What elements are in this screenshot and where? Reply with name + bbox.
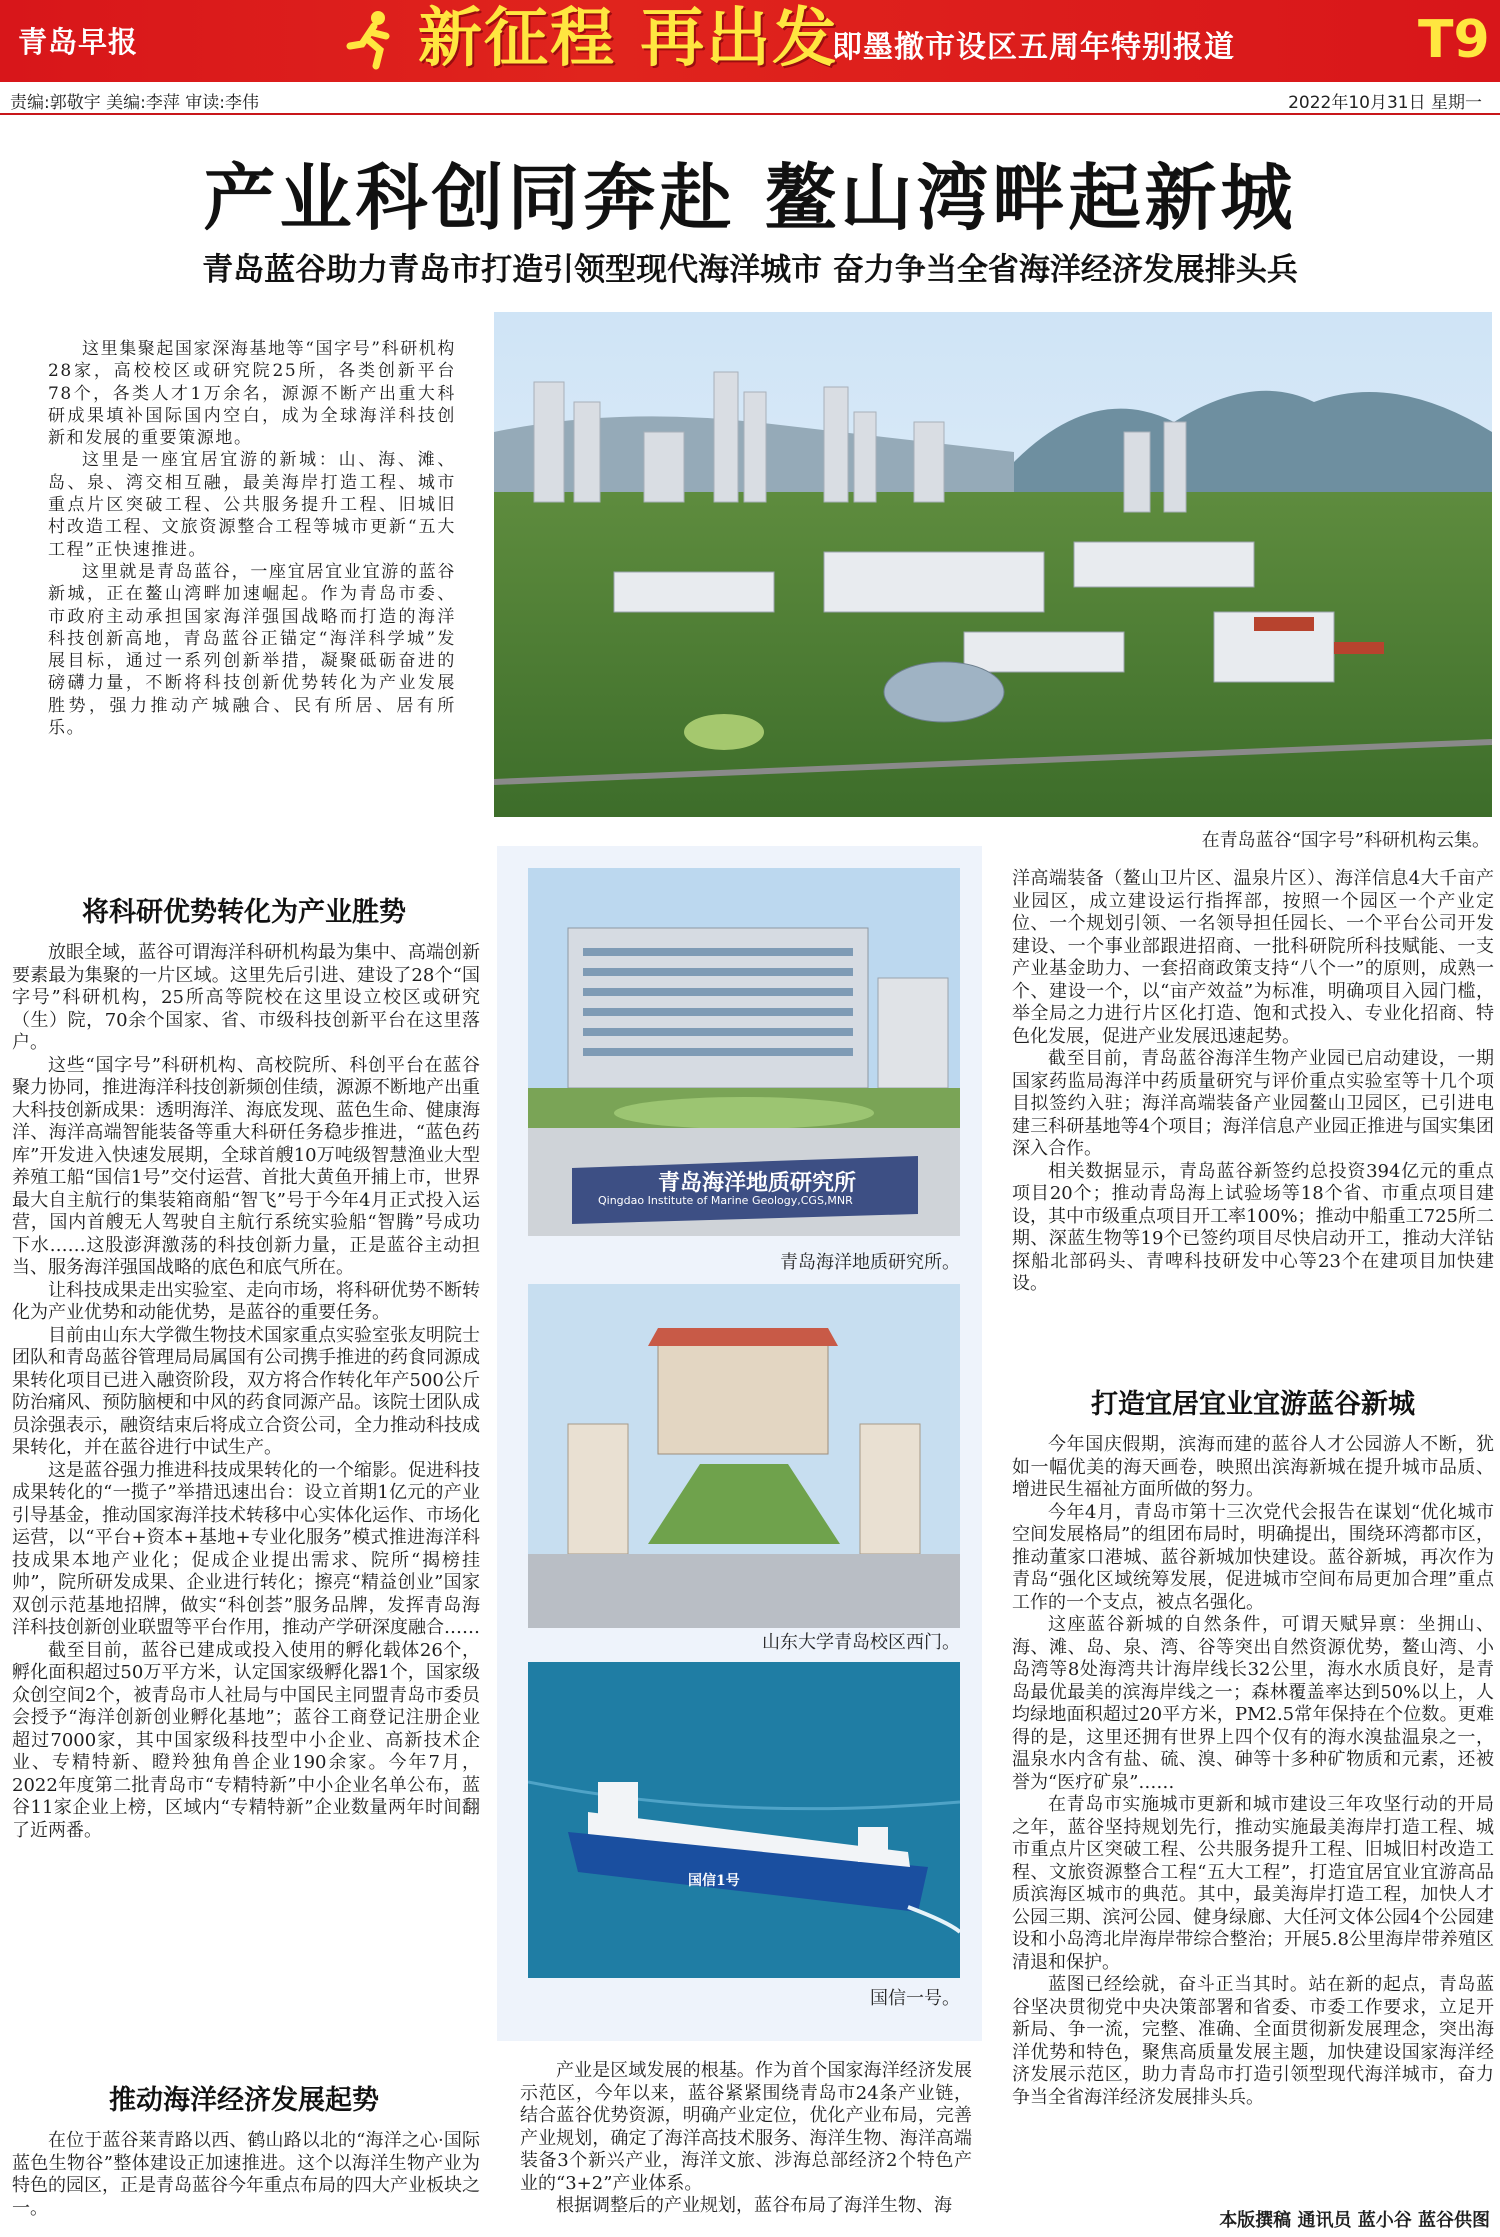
article-paragraph: 放眼全域，蓝谷可谓海洋科研机构最为集中、高端创新要素最为集聚的一片区域。这里先后引进、建设了28个“国字号”科研机构，25所高等院校在这里设立校区或研究（生）院，70余个国家、省、市级科技创新平台在这里落户。 [12,942,480,1053]
intro-paragraph: 这里集聚起国家深海基地等“国字号”科研机构28家，高校校区或研究院25所，各类创新平台78个，各类人才1万余名，源源不断产出重大科研成果填补国际国内空白，成为全球海洋科技创新和发展的重要策源地。 [48,339,456,449]
geology-sign-english: Qingdao Institute of Marine Geology,CGS,MNR [598,1194,853,1207]
page-headline: 产业科创同奔赴 鳌山湾畔起新城 [203,155,1297,240]
article-paragraph: 截至目前，蓝谷已建成或投入使用的孵化载体26个，孵化面积超过50万平方米，认定国家级孵化器1个，国家级众创空间2个，被青岛市人社局与中国民主同盟青岛市委员会授予“海洋创新创业孵化基地”；蓝谷工商登记注册企业超过7000家，其中国家级科技型中小企业、高新技术企业、专精特新、瞪羚独角兽企业190余家。今年7月，2022年度第二批青岛市“专精特新”中小企业名单公布，蓝谷11家企业上榜，区域内“专精特新”企业数量两年时间翻了近两番。 [12,1639,480,1841]
article-paragraph: 今年国庆假期，滨海而建的蓝谷人才公园游人不断，犹如一幅优美的海天画卷，映照出滨海新城在提升城市品质、增进民生福祉方面所做的努力。 [1012,1434,1494,1500]
article-paragraph: 今年4月，青岛市第十三次党代会报告在谋划“优化城市空间发展格局”的组团布局时，明确提出，围绕环湾都市区，推动董家口港城、蓝谷新城加快建设。蓝谷新城，再次作为青岛“强化区域统筹发展，促进城市空间布局更加合理”重点工作的一个支点，被点名强化。 [1012,1501,1494,1613]
article-paragraph: 洋高端装备（鳌山卫片区、温泉片区）、海洋信息4大千亩产业园区，成立建设运行指挥部，按照一个园区一个产业定位、一个规划引领、一名领导担任园长、一个平台公司开发建设、一个事业部跟进招商、一批科研院所科技赋能、一支产业基金助力、一套招商政策支持“八个一”的原则，成熟一个、建设一个，以“亩产效益”为标准，明确项目入园门槛，举全局之力进行片区化打造、饱和式投入、专业化招商、特色化发展，促进产业发展迅速起势。 [1012,868,1494,1047]
article-paragraph: 蓝图已经绘就，奋斗正当其时。站在新的起点，青岛蓝谷坚决贯彻党中央决策部署和省委、市委工作要求，立足开新局、争一流，完整、准确、全面贯彻新发展理念，突出海洋优势和特色，聚焦高质量发展主题，加快建设国家海洋经济发展示范区，助力青岛市打造引领型现代海洋城市，奋力争当全省海洋经济发展排头兵。 [1012,1974,1494,2108]
header-rule [0,113,1500,115]
article-paragraph: 目前由山东大学微生物技术国家重点实验室张友明院士团队和青岛蓝谷管理局局属国有公司携手推进的药食同源成果转化项目已进入融资阶段，双方将合作转化年产500公斤防治痛风、预防脑梗和中风的药食同源产品。该院士团队成员涂强表示，融资结束后将成立合资公司，全力推动科技成果转化，并在蓝谷进行中试生产。 [12,1324,480,1458]
brand-logo-text: 青岛早报 [18,25,139,59]
aerial-photo-caption: 在青岛蓝谷“国字号”科研机构云集。 [1201,830,1490,851]
editor-credits: 责编:郭敬宇 美编:李萍 审读:李伟 [10,93,259,113]
guoxin-ship-photo [528,1662,960,1978]
intro-paragraph: 这里就是青岛蓝谷，一座宜居宜业宜游的蓝谷新城，正在鳌山湾畔加速崛起。作为青岛市委、市政府主动承担国家海洋强国战略而打造的海洋科技创新高地，青岛蓝谷正锚定“海洋科学城”发展目标，通过一系列创新举措，凝聚砥砺奋进的磅礴力量，不断将科技创新优势转化为产业发展胜势，强力推动产城融合、民有所居、居有所乐。 [48,561,456,739]
section-3-title: 打造宜居宜业宜游蓝谷新城 [1091,1389,1415,1420]
geology-institute-photo [528,868,960,1236]
ship-photo-caption: 国信一号。 [870,1988,960,2009]
section-3-body [1012,1434,1494,2109]
page-subheadline: 青岛蓝谷助力青岛市打造引领型现代海洋城市 奋力争当全省海洋经济发展排头兵 [202,252,1298,288]
middle-body [520,2060,972,2218]
right-body-top [1012,868,1494,1296]
article-paragraph: 在青岛市实施城市更新和城市建设三年攻坚行动的开局之年，蓝谷坚持规划先行，推动实施最美海岸打造工程、城市重点片区突破工程、公共服务提升工程、旧城旧村改造工程、文旅资源整合工程“五大工程”，打造宜居宜业宜游高品质滨海区城市的典范。其中，最美海岸打造工程，加快人才公园三期、滨河公园、健身绿廊、大任河文体公园4个公园建设和小岛湾北岸海岸带综合整治；开展5.8公里海岸带养殖区清退和保护。 [1012,1794,1494,1973]
article-paragraph: 这是蓝谷强力推进科技成果转化的一个缩影。促进科技成果转化的“一揽子”举措迅速出台：设立首期1亿元的产业引导基金，推动国家海洋技术转移中心实体化运作、市场化运营，以“平台+资本+基地+专业化服务”模式推进海洋科技成果本地产业化；促成企业提出需求、院所“揭榜挂帅”，院所研发成果、企业进行转化；擦亮“精益创业”国家双创示范基地招牌，做实“科创荟”服务品牌，发挥青岛海洋科技创新创业联盟等平台作用，推动产学研深度融合…… [12,1459,480,1638]
article-paragraph: 在位于蓝谷莱青路以西、鹤山路以北的“海洋之心·国际蓝色生物谷”整体建设正加速推进。这个以海洋生物产业为特色的园区，正是青岛蓝谷今年重点布局的四大产业板块之一。 [12,2130,480,2219]
section-1-body [12,942,480,1842]
ship-name-text: 国信1号 [688,1873,740,1889]
special-report-label: 即墨撤市设区五周年特别报道 [832,30,1235,65]
page-number: T9 [1418,10,1490,70]
article-paragraph: 这座蓝谷新城的自然条件，可谓天赋异禀：坐拥山、海、滩、岛、泉、湾、谷等突出自然资源优势，鳌山湾、小岛湾等8处海湾共计海岸线长32公里，海水水质良好，是青岛最优最美的滨海岸线之一；森林覆盖率达到50%以上，人均绿地面积超过20平方米，PM2.5常年保持在个位数。更难得的是，这里还拥有世界上四个仅有的海水溴盐温泉之一，温泉水内含有盐、硫、溴、砷等十多种矿物质和元素，还被誉为“医疗矿泉”…… [1012,1614,1494,1793]
intro-paragraph: 这里是一座宜居宜游的新城：山、海、滩、岛、泉、湾交相互融，最美海岸打造工程、城市重点片区突破工程、公共服务提升工程、旧城旧村改造工程、文旅资源整合工程等城市更新“五大工程”正快速推进。 [48,450,456,560]
article-paragraph: 这些“国字号”科研机构、高校院所、科创平台在蓝谷聚力协同，推进海洋科技创新频创佳绩，源源不断地产出重大科技创新成果：透明海洋、海底发现、蓝色生命、健康海洋、海洋高端智能装备等重大科研任务稳步推进，“蓝色药库”开发进入快速发展期，全球首艘10万吨级智慧渔业大型养殖工船“国信1号”交付运营、首批大黄鱼开捕上市，世界最大自主航行的集装箱商船“智飞”号于今年4月正式投入运营，国内首艘无人驾驶自主航行系统实验船“智腾”号成功下水……这股澎湃激荡的科技创新力量，正是蓝谷主动担当、服务海洋强国战略的底色和底气所在。 [12,1054,480,1278]
masthead-title: 新征程 再出发 [418,2,839,76]
article-paragraph: 相关数据显示，青岛蓝谷新签约总投资394亿元的重点项目20个；推动青岛海上试验场等18个省、市重点项目建设，其中市级重点项目开工率100%；推动中船重工725所二期、深蓝生物等19个已签约项目尽快启动开工，推动大洋钻探船北部码头、青啤科技研发中心等23个在建项目加快建设。 [1012,1160,1494,1294]
article-paragraph: 截至目前，青岛蓝谷海洋生物产业园已启动建设，一期国家药监局海洋中药质量研究与评价重点实验室等十几个项目拟签约入驻；海洋高端装备产业园鳌山卫园区，已引进电建三科研基地等4个项目；海洋信息产业园正推进与国实集团深入合作。 [1012,1048,1494,1159]
issue-date: 2022年10月31日 星期一 [1288,93,1482,113]
shandong-university-photo [528,1284,960,1628]
runner-icon [336,6,402,72]
section-1-title: 将科研优势转化为产业胜势 [82,897,406,928]
shandong-photo-caption: 山东大学青岛校区西门。 [762,1632,960,1653]
aerial-photo [494,312,1492,817]
article-paragraph: 根据调整后的产业规划，蓝谷布局了海洋生物、海 [556,2195,952,2216]
geology-photo-caption: 青岛海洋地质研究所。 [780,1252,960,1273]
geology-sign-text: 青岛海洋地质研究所 [658,1170,857,1196]
article-paragraph: 让科技成果走出实验室、走向市场，将科研优势不断转化为产业优势和动能优势，是蓝谷的重要任务。 [12,1279,480,1323]
section-2-title: 推动海洋经济发展起势 [109,2085,379,2116]
intro-block [48,338,456,739]
article-paragraph: 产业是区域发展的根基。作为首个国家海洋经济发展示范区，今年以来，蓝谷紧紧围绕青岛市24条产业链，结合蓝谷优势资源，明确产业定位，优化产业布局，完善产业规划，确定了海洋高技术服务、海洋生物、海洋高端装备3个新兴产业，海洋文旅、涉海总部经济2个特色产业的“3+2”产业体系。 [520,2060,972,2194]
byline: 本版撰稿 通讯员 蓝小谷 蓝谷供图 [1219,2210,1490,2231]
